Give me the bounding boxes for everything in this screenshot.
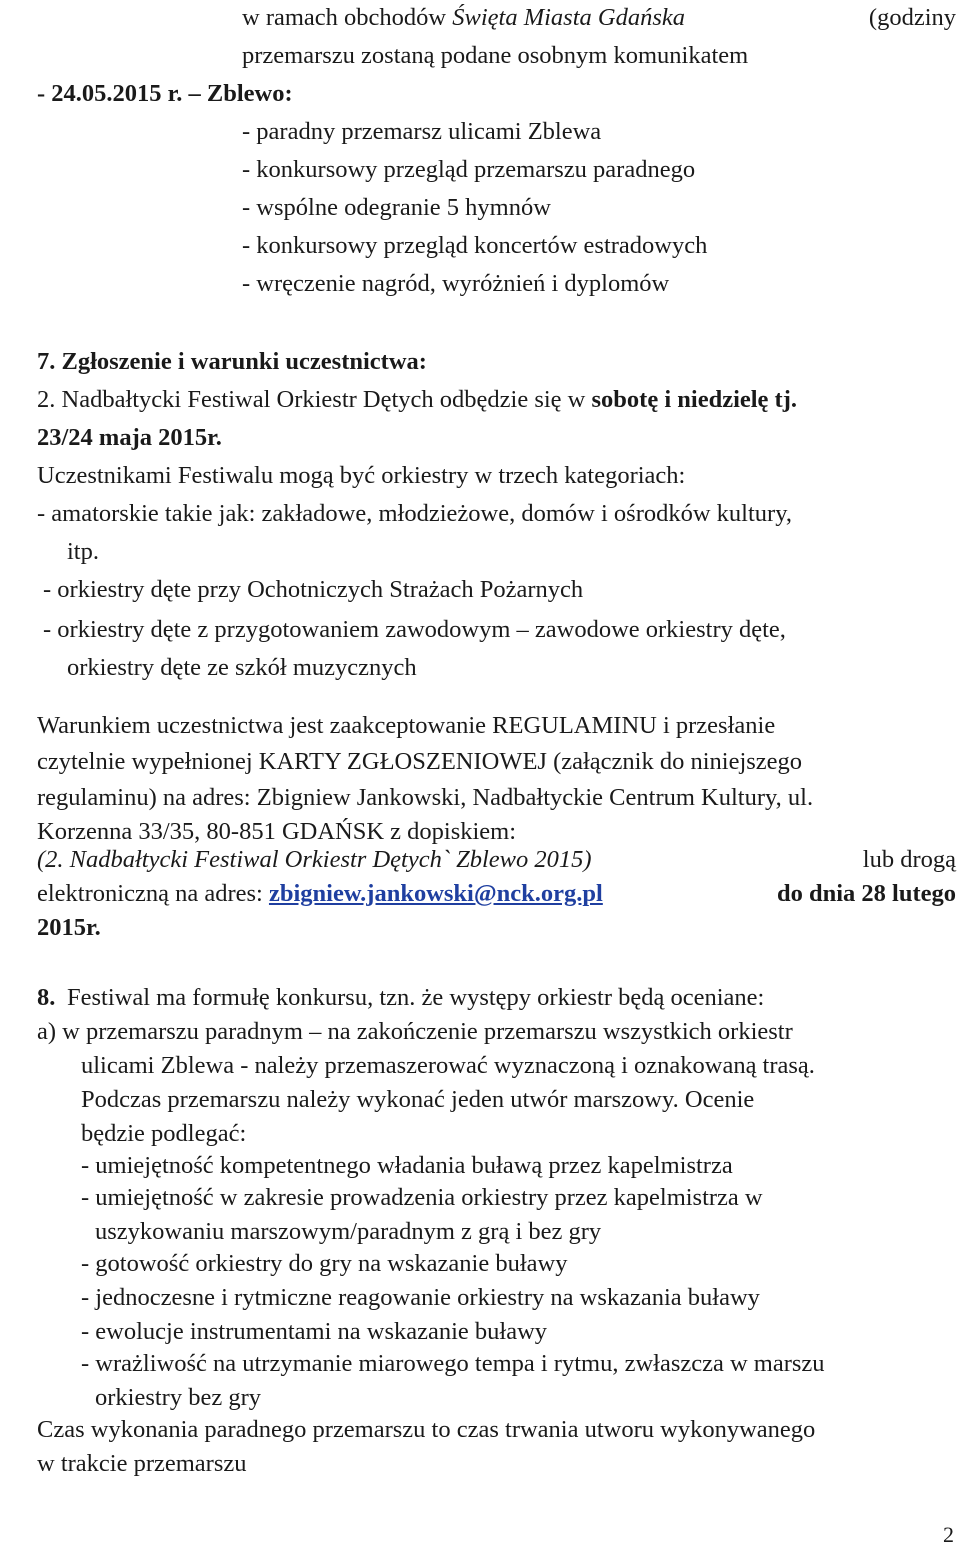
list-item: - paradny przemarsz ulicami Zblewa [242,118,602,145]
text-fragment: elektroniczną na adres: [37,880,269,907]
annotation-italic: (2. Nadbałtycki Festiwal Orkiestr Dętych` Zblewo 2015) [37,846,592,873]
text-line [37,388,797,413]
text-fragment: a) w przemarszu paradnym – na zakończenie przemarszu wszystkich orkiestr [37,1018,793,1045]
text-fragment: lub drogą [862,846,956,873]
event-heading: - 24.05.2015 r. – Zblewo: [37,80,293,107]
email-link[interactable]: zbigniew.jankowski@nck.org.pl [268,880,603,907]
text-line [37,1020,956,1045]
text-fragment: w ramach obchodów [242,4,453,31]
category-item-continued: orkiestry dęte ze szkół muzycznych [67,654,417,681]
category-item-continued: itp. [67,538,99,565]
text-fragment: (godziny [868,4,956,31]
list-item: - konkursowy przegląd koncertów estradowych [242,232,708,259]
list-item: - konkursowy przegląd przemarszu paradnego [242,156,696,183]
text-line: Korzenna 33/35, 80-851 GDAŃSK z dopiskiem: [37,818,517,845]
list-item: - wręczenie nagród, wyróżnień i dyplomów [242,270,670,297]
text-line [37,848,956,873]
text-line: Warunkiem uczestnictwa jest zaakceptowanie REGULAMINU i przesłanie [37,712,776,739]
category-item [43,618,956,643]
page-number: 2 [943,1522,954,1547]
criterion-item-continued: uszykowaniu marszowym/paradnym z grą i bez gry [95,1218,602,1245]
festival-dates: 23/24 maja 2015r. [37,424,222,451]
section-number: 8. [37,984,56,1011]
text-line: Czas wykonania paradnego przemarszu to czas trwania utworu wykonywanego [37,1416,816,1443]
criterion-item: - wrażliwość na utrzymanie miarowego tempa i rytmu, zwłaszcza w marszu [81,1350,825,1377]
bold-fragment: sobotę i niedzielę tj. [591,386,798,413]
text-line: w trakcie przemarszu [37,1450,247,1477]
text-line: Uczestnikami Festiwalu mogą być orkiestry w trzech kategoriach: [37,462,686,489]
festival-name-italic: Święta Miasta Gdańska [452,4,685,31]
category-item: - amatorskie takie jak: zakładowe, młodzieżowe, domów i ośrodków kultury, [37,500,792,527]
criterion-item: - jednoczesne i rytmiczne reagowanie orkiestry na wskazania buławy [81,1284,760,1311]
text-line: przemarszu zostaną podane osobnym komunikatem [242,42,749,69]
section-heading: 7. Zgłoszenie i warunki uczestnictwa: [37,348,427,375]
text-fragment: - orkiestry dęte z przygotowaniem zawodowym – zawodowe orkiestry dęte, [43,616,786,643]
criterion-item: - umiejętność kompetentnego władania buławą przez kapelmistrza [81,1152,733,1179]
deadline: do dnia 28 lutego [776,880,956,907]
list-item: - wspólne odegranie 5 hymnów [242,194,551,221]
text-line [242,6,956,31]
text-line: regulaminu) na adres: Zbigniew Jankowski, Nadbałtyckie Centrum Kultury, ul. [37,784,814,811]
text-line: będzie podlegać: [81,1120,247,1147]
text-line: Podczas przemarszu należy wykonać jeden utwór marszowy. Ocenie [81,1086,755,1113]
criterion-item: - umiejętność w zakresie prowadzenia orkiestry przez kapelmistrza w [81,1184,763,1211]
text-line: ulicami Zblewa - należy przemaszerować wyznaczoną i oznakowaną trasą. [81,1052,815,1079]
criterion-item: - ewolucje instrumentami na wskazanie buławy [81,1318,548,1345]
criterion-item: - gotowość orkiestry do gry na wskazanie buławy [81,1250,568,1277]
category-item: - orkiestry dęte przy Ochotniczych Strażach Pożarnych [43,576,584,603]
criterion-item-continued: orkiestry bez gry [95,1384,261,1411]
text-line: Festiwal ma formułę konkursu, tzn. że występy orkiestr będą oceniane: [67,984,765,1011]
text-fragment: 2. Nadbałtycki Festiwal Orkiestr Dętych odbędzie się w [37,386,592,413]
text-line: czytelnie wypełnionej KARTY ZGŁOSZENIOWEJ (załącznik do niniejszego [37,748,803,775]
text-line [37,882,956,907]
deadline-year: 2015r. [37,914,101,941]
